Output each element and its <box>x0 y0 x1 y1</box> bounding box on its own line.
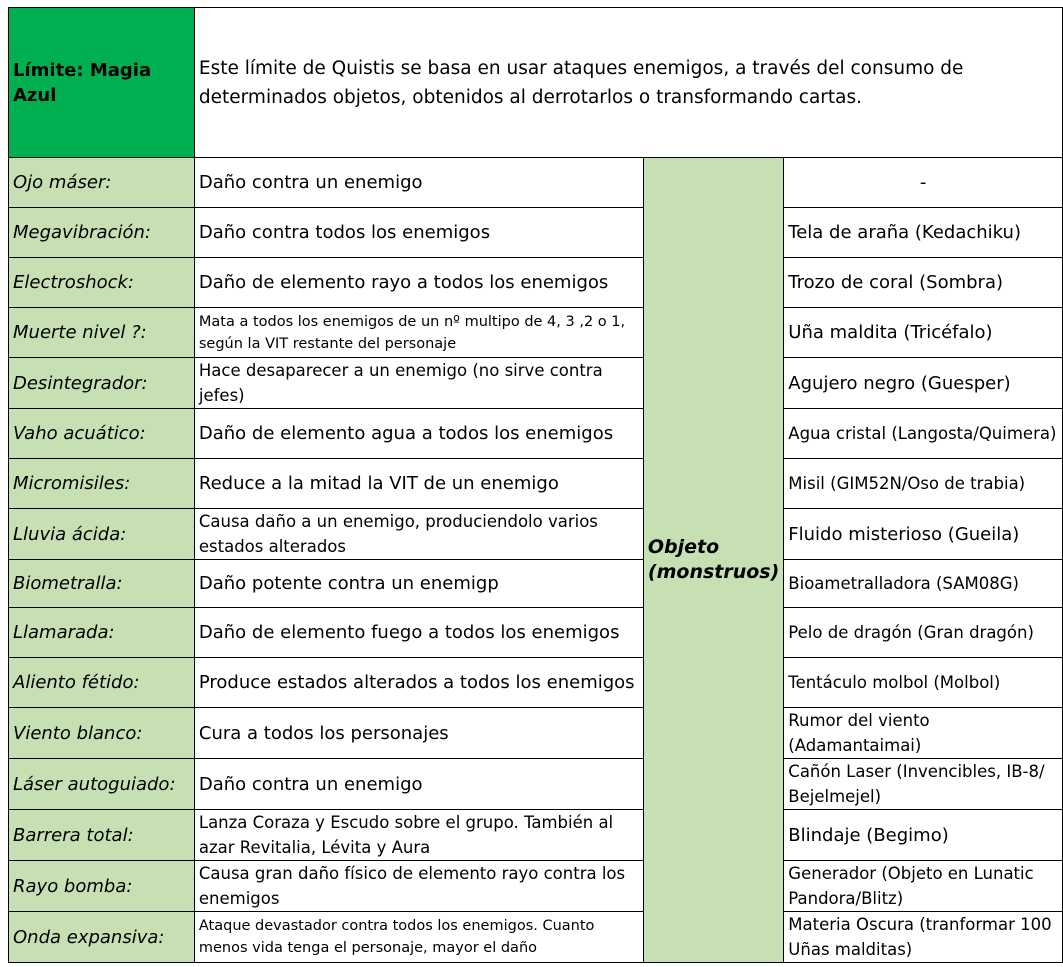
technique-item: Agujero negro (Guesper) <box>784 358 1063 409</box>
technique-name: Electroshock: <box>9 258 195 308</box>
table-row <box>9 409 1063 459</box>
technique-item: Blindaje (Begimo) <box>784 810 1063 861</box>
technique-item: Uña maldita (Tricéfalo) <box>784 308 1063 358</box>
table-row <box>9 208 1063 258</box>
technique-name: Biometralla: <box>9 560 195 608</box>
technique-item: Materia Oscura (tranformar 100 Uñas malditas) <box>784 912 1063 963</box>
technique-description: Reduce a la mitad la VIT de un enemigo <box>194 459 643 509</box>
technique-item: Generador (Objeto en Lunatic Pandora/Blitz) <box>784 861 1063 912</box>
technique-name: Rayo bomba: <box>9 861 195 912</box>
technique-name: Vaho acuático: <box>9 409 195 459</box>
technique-name: Ojo máser: <box>9 158 195 208</box>
table-row <box>9 861 1063 912</box>
technique-description: Daño de elemento agua a todos los enemigos <box>194 409 643 459</box>
limit-label: Límite: Magia Azul <box>9 8 195 158</box>
table-row <box>9 459 1063 509</box>
technique-name: Onda expansiva: <box>9 912 195 963</box>
technique-name: Aliento fétido: <box>9 658 195 708</box>
technique-name: Llamarada: <box>9 608 195 658</box>
technique-item: Fluido misterioso (Gueila) <box>784 509 1063 560</box>
limit-description: Este límite de Quistis se basa en usar ataques enemigos, a través del consumo de determinados objetos, obtenidos al derrotarlos o transformando cartas. <box>194 8 1062 158</box>
technique-name: Desintegrador: <box>9 358 195 409</box>
technique-name: Láser autoguiado: <box>9 759 195 810</box>
technique-name: Barrera total: <box>9 810 195 861</box>
table-row <box>9 912 1063 963</box>
technique-description: Ataque devastador contra todos los enemigos. Cuanto menos vida tenga el personaje, mayor el daño <box>194 912 643 963</box>
technique-item: Pelo de dragón (Gran dragón) <box>784 608 1063 658</box>
table-row <box>9 608 1063 658</box>
table-row <box>9 358 1063 409</box>
technique-item: Tentáculo molbol (Molbol) <box>784 658 1063 708</box>
technique-name: Viento blanco: <box>9 708 195 759</box>
table-row <box>9 158 1063 208</box>
table-row <box>9 308 1063 358</box>
technique-item: Misil (GIM52N/Oso de trabia) <box>784 459 1063 509</box>
table-row <box>9 658 1063 708</box>
technique-item: Trozo de coral (Sombra) <box>784 258 1063 308</box>
technique-name: Micromisiles: <box>9 459 195 509</box>
header-row <box>9 8 1063 158</box>
technique-description: Cura a todos los personajes <box>194 708 643 759</box>
technique-description: Daño contra un enemigo <box>194 759 643 810</box>
technique-item: Bioametralladora (SAM08G) <box>784 560 1063 608</box>
technique-description: Produce estados alterados a todos los enemigos <box>194 658 643 708</box>
technique-description: Daño contra todos los enemigos <box>194 208 643 258</box>
table-row <box>9 509 1063 560</box>
technique-description: Causa gran daño físico de elemento rayo contra los enemigos <box>194 861 643 912</box>
technique-description: Daño contra un enemigo <box>194 158 643 208</box>
technique-description: Lanza Coraza y Escudo sobre el grupo. También al azar Revitalia, Lévita y Aura <box>194 810 643 861</box>
technique-name: Lluvia ácida: <box>9 509 195 560</box>
technique-description: Daño potente contra un enemigp <box>194 560 643 608</box>
technique-description: Hace desaparecer a un enemigo (no sirve contra jefes) <box>194 358 643 409</box>
technique-item: Cañón Laser (Invencibles, IB-8/ Bejelmejel) <box>784 759 1063 810</box>
technique-description: Causa daño a un enemigo, produciendolo varios estados alterados <box>194 509 643 560</box>
table-row <box>9 759 1063 810</box>
technique-description: Daño de elemento rayo a todos los enemigos <box>194 258 643 308</box>
technique-item: - <box>784 158 1063 208</box>
table-row <box>9 560 1063 608</box>
magia-azul-table <box>8 7 1063 963</box>
technique-item: Agua cristal (Langosta/Quimera) <box>784 409 1063 459</box>
table-row <box>9 258 1063 308</box>
technique-name: Megavibración: <box>9 208 195 258</box>
table-row <box>9 810 1063 861</box>
technique-item: Rumor del viento (Adamantaimai) <box>784 708 1063 759</box>
technique-item: Tela de araña (Kedachiku) <box>784 208 1063 258</box>
object-column-label: Objeto (monstruos) <box>643 158 783 963</box>
table-row <box>9 708 1063 759</box>
technique-description: Mata a todos los enemigos de un nº multipo de 4, 3 ,2 o 1, según la VIT restante del personaje <box>194 308 643 358</box>
technique-name: Muerte nivel ?: <box>9 308 195 358</box>
technique-description: Daño de elemento fuego a todos los enemigos <box>194 608 643 658</box>
